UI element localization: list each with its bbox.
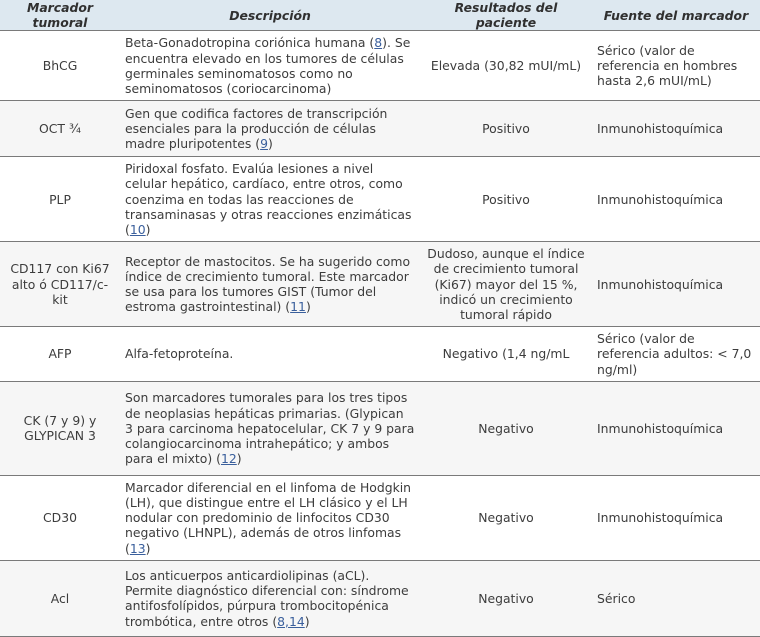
table-row <box>0 157 760 242</box>
description-cell <box>120 560 420 636</box>
description-end: ) <box>304 613 310 629</box>
marker-cell: PLP <box>0 157 120 242</box>
header-marker-source: Fuente del marcador <box>592 0 760 31</box>
description-cell <box>120 31 420 101</box>
result-cell: Negativo (1,4 ng/mL <box>420 327 592 382</box>
description-end: ) <box>268 136 273 152</box>
result-cell: Positivo <box>420 157 592 242</box>
table-row <box>0 381 760 475</box>
description-end: ). Se encuentra elevado en los tumores de células germinales seminomatosos como no seminomatosos (coriocarcinoma) <box>125 35 411 97</box>
source-cell: Inmunohistoquímica <box>592 157 760 242</box>
description-text: Beta-Gonadotropina coriónica humana ( <box>125 35 375 51</box>
marker-cell: AFP <box>0 327 120 382</box>
marker-cell: CD117 con Ki67 alto ó CD117/c-kit <box>0 242 120 327</box>
marker-cell: CD30 <box>0 475 120 560</box>
description-cell <box>120 242 420 327</box>
table-row <box>0 242 760 327</box>
result-cell: Negativo <box>420 475 592 560</box>
header-row <box>0 0 760 31</box>
source-cell: Sérico (valor de referencia adultos: < 7,0 ng/ml) <box>592 327 760 382</box>
table-row <box>0 475 760 560</box>
marker-cell: OCT ¾ <box>0 101 120 157</box>
description-end: ) <box>305 299 311 315</box>
reference-link[interactable]: 11 <box>290 299 306 315</box>
source-cell: Inmunohistoquímica <box>592 475 760 560</box>
description-cell <box>120 475 420 560</box>
source-cell: Inmunohistoquímica <box>592 381 760 475</box>
description-cell <box>120 157 420 242</box>
marker-cell: CK (7 y 9) y GLYPICAN 3 <box>0 381 120 475</box>
marker-cell: Acl <box>0 560 120 636</box>
reference-link[interactable]: 12 <box>220 451 237 467</box>
reference-link[interactable]: 8 <box>374 35 383 51</box>
description-text: Receptor de mastocitos. Se ha sugerido como índice de crecimiento tumoral. Este marcador se usa para los tumores GIST (Tumor del estroma gastrointestinal) ( <box>125 253 411 315</box>
table-row <box>0 31 760 101</box>
header-description: Descripción <box>120 0 420 31</box>
result-cell: Elevada (30,82 mUI/mL) <box>420 31 592 101</box>
description-text: Los anticuerpos anticardiolipinas (aCL). Permite diagnóstico diferencial con: síndrome antifosfolípidos, púrpura trombocitopénica trombótica, entre otros ( <box>125 567 409 629</box>
description-text: Gen que codifica factores de transcripción esenciales para la producción de células madre pluripotentes ( <box>125 105 388 152</box>
reference-link[interactable]: 13 <box>129 540 146 556</box>
result-cell: Dudoso, aunque el índice de crecimiento tumoral (Ki67) mayor del 15 %, indicó un crecimiento tumoral rápido <box>420 242 592 327</box>
header-marker: Marcador tumoral <box>0 0 120 31</box>
description-cell <box>120 381 420 475</box>
description-cell <box>120 327 420 382</box>
description-end: ) <box>145 540 151 556</box>
table-row <box>0 101 760 157</box>
description-text: Son marcadores tumorales para los tres tipos de neoplasias hepáticas primarias. (Glypican 3 para carcinoma hepatocelular, CK 7 y 9 para colangiocarcinoma intrahepático; y ambos para el mixto) ( <box>125 390 415 467</box>
description-text: Piridoxal fosfato. Evalúa lesiones a nivel celular hepático, cardíaco, entre otros, como coenzima en todas las reacciones de transaminasas y otras reacciones enzimáticas ( <box>125 161 412 238</box>
table-row <box>0 327 760 382</box>
description-cell <box>120 101 420 157</box>
marker-cell: BhCG <box>0 31 120 101</box>
result-cell: Negativo <box>420 560 592 636</box>
description-end: ) <box>236 451 242 467</box>
result-cell: Negativo <box>420 381 592 475</box>
header-patient-results: Resultados del paciente <box>420 0 592 31</box>
description-end: ) <box>145 222 151 238</box>
table-row <box>0 560 760 636</box>
result-cell: Positivo <box>420 101 592 157</box>
source-cell: Sérico (valor de referencia en hombres hasta 2,6 mUI/mL) <box>592 31 760 101</box>
reference-link[interactable]: 9 <box>260 136 268 152</box>
description-text: Alfa-fetoproteína. <box>125 346 234 362</box>
reference-link[interactable]: 10 <box>129 222 146 238</box>
description-text: Marcador diferencial en el linfoma de Hodgkin (LH), que distingue entre el LH clásico y el LH nodular con predominio de linfocitos CD30 negativo (LHNPL), además de otros linfomas ( <box>125 479 412 556</box>
reference-link[interactable]: 8,14 <box>277 613 305 629</box>
source-cell: Sérico <box>592 560 760 636</box>
source-cell: Inmunohistoquímica <box>592 242 760 327</box>
source-cell: Inmunohistoquímica <box>592 101 760 157</box>
